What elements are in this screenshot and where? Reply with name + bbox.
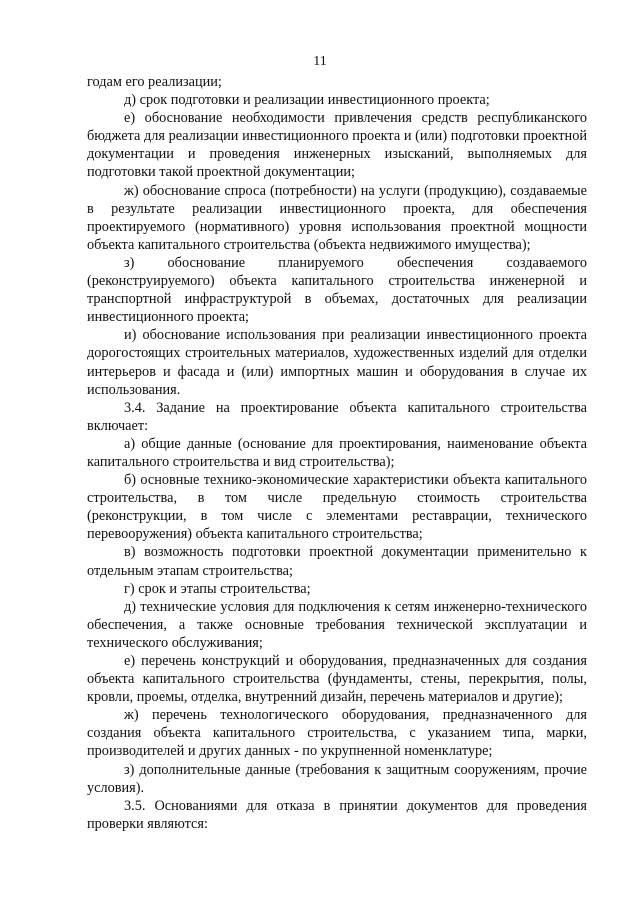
paragraph: ж) обоснование спроса (потребности) на услуги (продукцию), создаваемые в результате реализации инвестиционного проекта, для обеспечения проектируемого (нормативного) уровня использования проектной мощности объекта капитального строительства (объекта недвижимого имущества); (87, 182, 587, 253)
paragraph: 3.4. Задание на проектирование объекта капитального строительства включает: (87, 399, 587, 434)
paragraph: б) основные технико-экономические характеристики объекта капитального строительства, в том числе предельную стоимость строительства (реконструкции, в том числе с элементами реставрации, технического перевооружения) объекта капитального строительства; (87, 472, 587, 543)
paragraph: з) дополнительные данные (требования к защитным сооружениям, прочие условия). (87, 761, 587, 796)
page-number: 11 (313, 54, 327, 69)
paragraph: з) обоснование планируемого обеспечения создаваемого (реконструируемого) объекта капитального строительства инженерной и транспортной инфраструктурой в объемах, достаточных для реализации инвестиционного проекта; (87, 254, 587, 326)
document-body (87, 73, 587, 833)
paragraph: годам его реализации; (87, 74, 222, 90)
paragraph: в) возможность подготовки проектной документации применительно к отдельным этапам строительства; (87, 544, 587, 579)
paragraph: г) срок и этапы строительства; (124, 580, 311, 597)
paragraph: е) перечень конструкций и оборудования, предназначенных для создания объекта капитального строительства (фундаменты, стены, перекрытия, полы, кровли, проемы, отделка, внутренний дизайн, перечень материалов и другие); (87, 653, 587, 706)
paragraph: д) срок подготовки и реализации инвестиционного проекта; (124, 92, 490, 109)
paragraph: и) обоснование использования при реализации инвестиционного проекта дорогостоящих строительных материалов, художественных изделий для отделки интерьеров и фасада и (или) импортных машин и оборудования в случае их использования. (87, 327, 587, 398)
paragraph: 3.5. Основаниями для отказа в принятии документов для проведения проверки являются: (87, 797, 587, 832)
paragraph: е) обоснование необходимости привлечения средств республиканского бюджета для реализации инвестиционного проекта и (или) подготовки проектной документации и проведения инженерных изысканий, выполняемых для подготовки такой проектной документации; (87, 110, 587, 181)
paragraph: а) общие данные (основание для проектирования, наименование объекта капитального строительства и вид строительства); (87, 435, 587, 470)
paragraph: д) технические условия для подключения к сетям инженерно-технического обеспечения, а также основные требования технической эксплуатации и технического обслуживания; (87, 598, 587, 651)
paragraph: ж) перечень технологического оборудования, предназначенного для создания объекта капитального строительства, с указанием типа, марки, производителей и других данных - по укрупненной номенклатуре; (87, 707, 587, 760)
